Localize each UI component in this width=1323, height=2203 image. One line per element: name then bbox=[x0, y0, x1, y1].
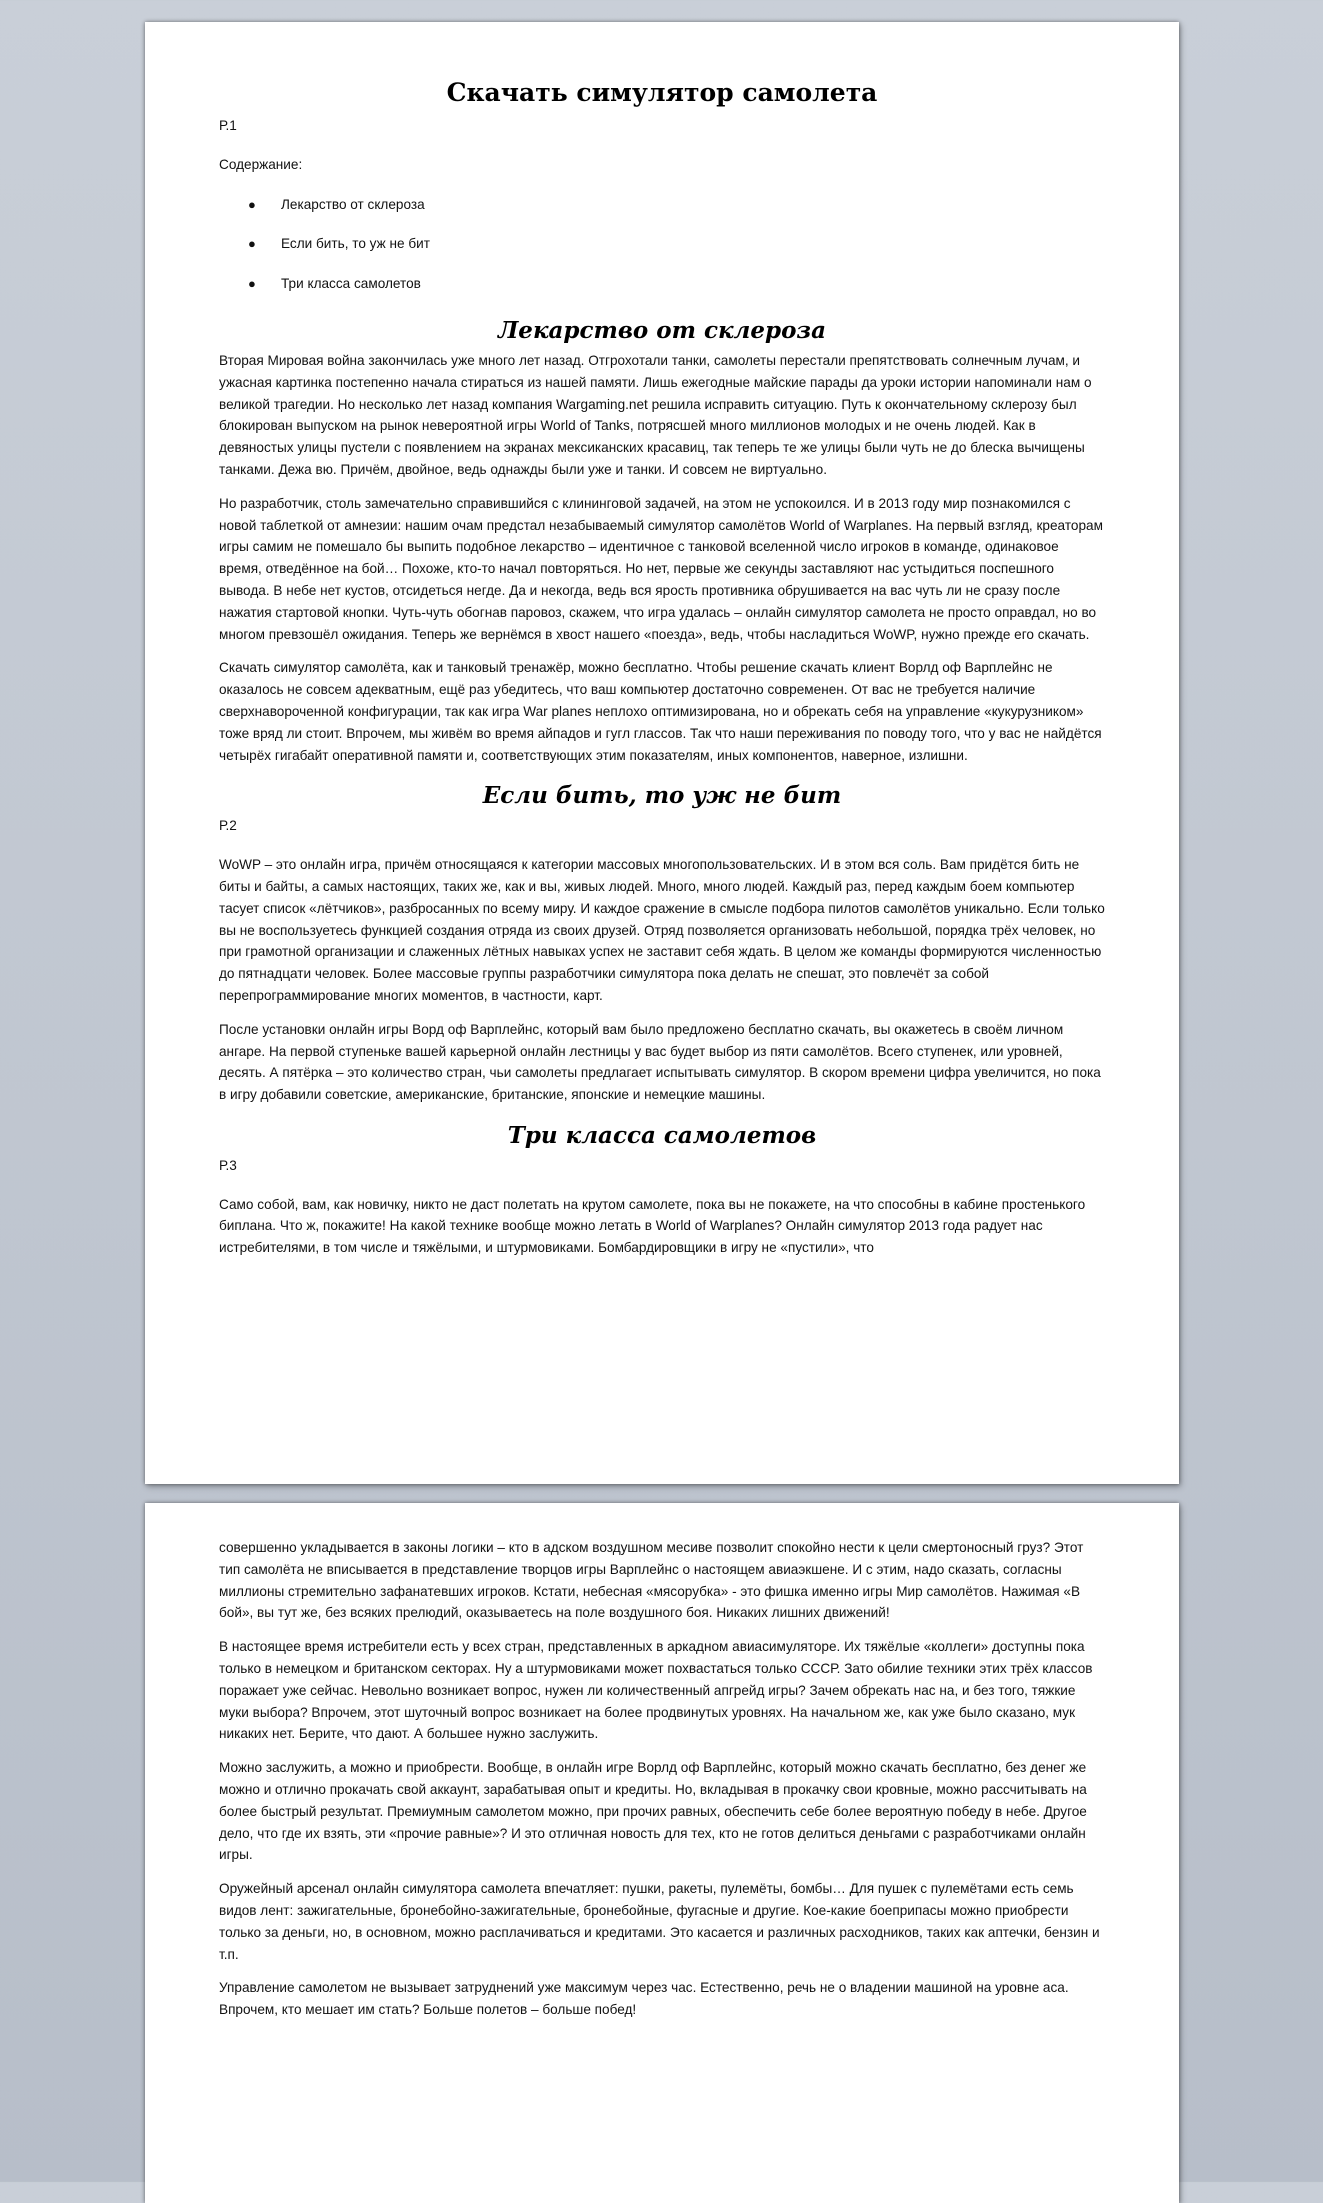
bullet-icon: ● bbox=[248, 236, 256, 252]
toc-item[interactable] bbox=[219, 273, 1105, 295]
bullet-icon: ● bbox=[248, 276, 256, 292]
document-title: Скачать симулятор самолета bbox=[446, 78, 878, 107]
paragraph: Но разработчик, столь замечательно справившийся с клининговой задачей, на этом не успокоился. И в 2013 году мир познакомился с новой таблеткой от амнезии: нашим очам предстал незабываемый симулятор самолётов World of Warplanes. На первый взгляд, креаторам игры самим не помешало бы выпить подобное лекарство – идентичное с танковой вселенной число игроков в команде, одинаковое время, отведённое на бой… Похоже, кто-то начал повторяться. Но нет, первые же секунды заставляют нас устыдиться поспешного вывода. В небе нет кустов, отсидеться негде. Да и некогда, ведь вся ярость противника обрушивается на вас чуть ли не сразу после нажатия стартовой кнопки. Чуть-чуть обогнав паровоз, скажем, что игра удалась – онлайн симулятор самолета не просто оправдал, но во многом превзошёл ожидания. Теперь же вернёмся в хвост нашего «поезда», ведь, чтобы насладиться WoWP, нужно прежде его скачать. bbox=[219, 495, 1103, 642]
toc-item[interactable] bbox=[219, 194, 1105, 216]
paragraph: Управление самолетом не вызывает затруднений уже максимум через час. Естественно, речь не о владении машиной на уровне аса. Впрочем, кто мешает им стать? Больше полетов – больше побед! bbox=[219, 1980, 1069, 2018]
toc-item[interactable] bbox=[219, 233, 1105, 255]
paragraph: совершенно укладывается в законы логики – кто в адском воздушном месиве позволит спокойно нести к цели смертоносный груз? Этот тип самолёта не вписывается в представление творцов игры Варплейнс о настоящем авиаэкшене. И с этим, надо сказать, согласны миллионы стремительно зафанатевших игроков. Кстати, небесная «мясорубка» - это фишка именно игры Мир самолётов. Нажимая «В бой», вы тут же, без всяких прелюдий, оказываетесь на поле воздушного боя. Никаких лишних движений! bbox=[219, 1540, 1084, 1621]
document-page-2 bbox=[145, 1503, 1179, 2203]
page-1-content bbox=[219, 78, 1105, 1271]
page-label: Р.2 bbox=[219, 818, 237, 834]
paragraph: Само собой, вам, как новичку, никто не даст полетать на крутом самолете, пока вы не покажете, на что способны в кабине простенького биплана. Что ж, покажите! На какой технике вообще можно летать в World of Warplanes? Онлайн симулятор 2013 года радует нас истребителями, в том числе и тяжёлыми, и штурмовиками. Бомбардировщики в игру не «пустили», что bbox=[219, 1196, 1086, 1256]
toc-item-label: Три класса самолетов bbox=[281, 276, 421, 292]
section-heading: Если бить, то уж не бит bbox=[482, 782, 842, 810]
table-of-contents bbox=[219, 194, 1105, 295]
paragraph: Оружейный арсенал онлайн симулятора самолета впечатляет: пушки, ракеты, пулемёты, бомбы… Для пушек с пулемётами есть семь видов лент: зажигательные, бронебойно-зажигательные, бронебойные, фугасные и другие. Кое-какие боеприпасы можно приобрести только за деньги, но, в основном, можно расплачиваться и кредитами. Это касается и различных расходников, таких как аптечки, бензин и т.п. bbox=[219, 1881, 1100, 1962]
bullet-icon: ● bbox=[248, 196, 256, 212]
toc-item-label: Если бить, то уж не бит bbox=[281, 236, 430, 252]
paragraph: Скачать симулятор самолёта, как и танковый тренажёр, можно бесплатно. Чтобы решение скачать клиент Ворлд оф Варплейнс не оказалось не совсем адекватным, ещё раз убедитесь, что ваш компьютер достаточно современен. От вас не требуется наличие сверхнавороченной конфигурации, так как игра War planes неплохо оптимизирована, но и обрекать себя на управление «кукурузником» тоже вряд ли стоит. Впрочем, мы живём во время айпадов и гугл глассов. Так что наши переживания по поводу того, что у вас не найдётся четырёх гигабайт оперативной памяти и, соответствующих этим показателям, иных компонентов, наверное, излишни. bbox=[219, 660, 1102, 763]
paragraph: WoWP – это онлайн игра, причём относящаяся к категории массовых многопользовательских. И в этом вся соль. Вам придётся бить не биты и байты, а самых настоящих, таких же, как и вы, живых людей. Много, много людей. Каждый раз, перед каждым боем компьютер тасует список «лётчиков», разбросанных по всему миру. И каждое сражение в смысле подбора пилотов самолётов уникально. Если только вы не воспользуетесь функцией создания отряда из своих друзей. Отряд позволяется организовать небольшой, порядка трёх человек, но при грамотной организации и слаженных лётных навыках успех не заставит себя ждать. В целом же команды формируются численностью до пятнадцати человек. Более массовые группы разработчики симулятора пока делать не спешат, это повлечёт за собой перепрограммирование многих моментов, в частности, карт. bbox=[219, 857, 1105, 1003]
page-label: Р.1 bbox=[219, 118, 237, 133]
page-2-content bbox=[219, 1537, 1105, 2033]
paragraph: После установки онлайн игры Ворд оф Варплейнс, который вам было предложено бесплатно скачать, вы окажетесь в своём личном ангаре. На первой ступеньке вашей карьерной онлайн лестницы у вас будет выбор из пяти самолётов. Всего ступенек, или уровней, десять. А пятёрка – это количество стран, чьи самолеты предлагает испытывать симулятор. В скором времени цифра увеличится, но пока в игру добавили советские, американские, британские, японские и немецкие машины. bbox=[219, 1021, 1101, 1103]
paragraph: Вторая Мировая война закончилась уже много лет назад. Отгрохотали танки, самолеты перестали препятствовать солнечным лучам, и ужасная картинка постепенно начала стираться из нашей памяти. Лишь ежегодные майские парады да уроки истории напоминали нам о великой трагедии. Но несколько лет назад компания Wargaming.net решила исправить ситуацию. Путь к окончательному склерозу был блокирован выпуском на рынок невероятной игры World of Tanks, потрясшей много миллионов молодых и не очень людей. Как в девяностых улицы пустели с появлением на экранах мексиканских красавиц, так теперь те же улицы были чуть не до блеска вычищены танками. Дежа вю. Причём, двойное, ведь однажды были уже и танки. И совсем не виртуально. bbox=[219, 352, 1092, 477]
contents-label: Содержание: bbox=[219, 156, 303, 172]
paragraph: Можно заслужить, а можно и приобрести. Вообще, в онлайн игре Ворлд оф Варплейнс, который можно скачать бесплатно, без денег же можно и отлично прокачать свой аккаунт, зарабатывая опыт и кредиты. Но, вкладывая в прокачку свои кровные, можно рассчитывать на более быстрый результат. Премиумным самолетом можно, при прочих равных, обеспечить себе более вероятную победу в небе. Другое дело, что где их взять, эти «прочие равные»? И это отличная новость для тех, кто не готов делиться деньгами с разработчиками онлайн игры. bbox=[219, 1760, 1087, 1863]
page-label: Р.3 bbox=[219, 1157, 237, 1173]
document-page-1 bbox=[145, 22, 1179, 1484]
paragraph: В настоящее время истребители есть у всех стран, представленных в аркадном авиасимуляторе. Их тяжёлые «коллеги» доступны пока только в немецком и британском секторах. Ну а штурмовиками может похвастаться только СССР. Зато обилие техники этих трёх классов поражает уже сейчас. Невольно возникает вопрос, нужен ли количественный апгрейд игры? Зачем обрекать нас на, и без того, тяжкие муки выбора? Впрочем, этот шуточный вопрос возникает на более продвинутых уровнях. На начальном же, как уже было сказано, мук никаких нет. Берите, что дают. А большее нужно заслужить. bbox=[219, 1639, 1093, 1742]
section-heading: Три класса самолетов bbox=[507, 1121, 817, 1149]
section-heading: Лекарство от склероза bbox=[497, 316, 827, 344]
toc-item-label: Лекарство от склероза bbox=[281, 196, 425, 212]
